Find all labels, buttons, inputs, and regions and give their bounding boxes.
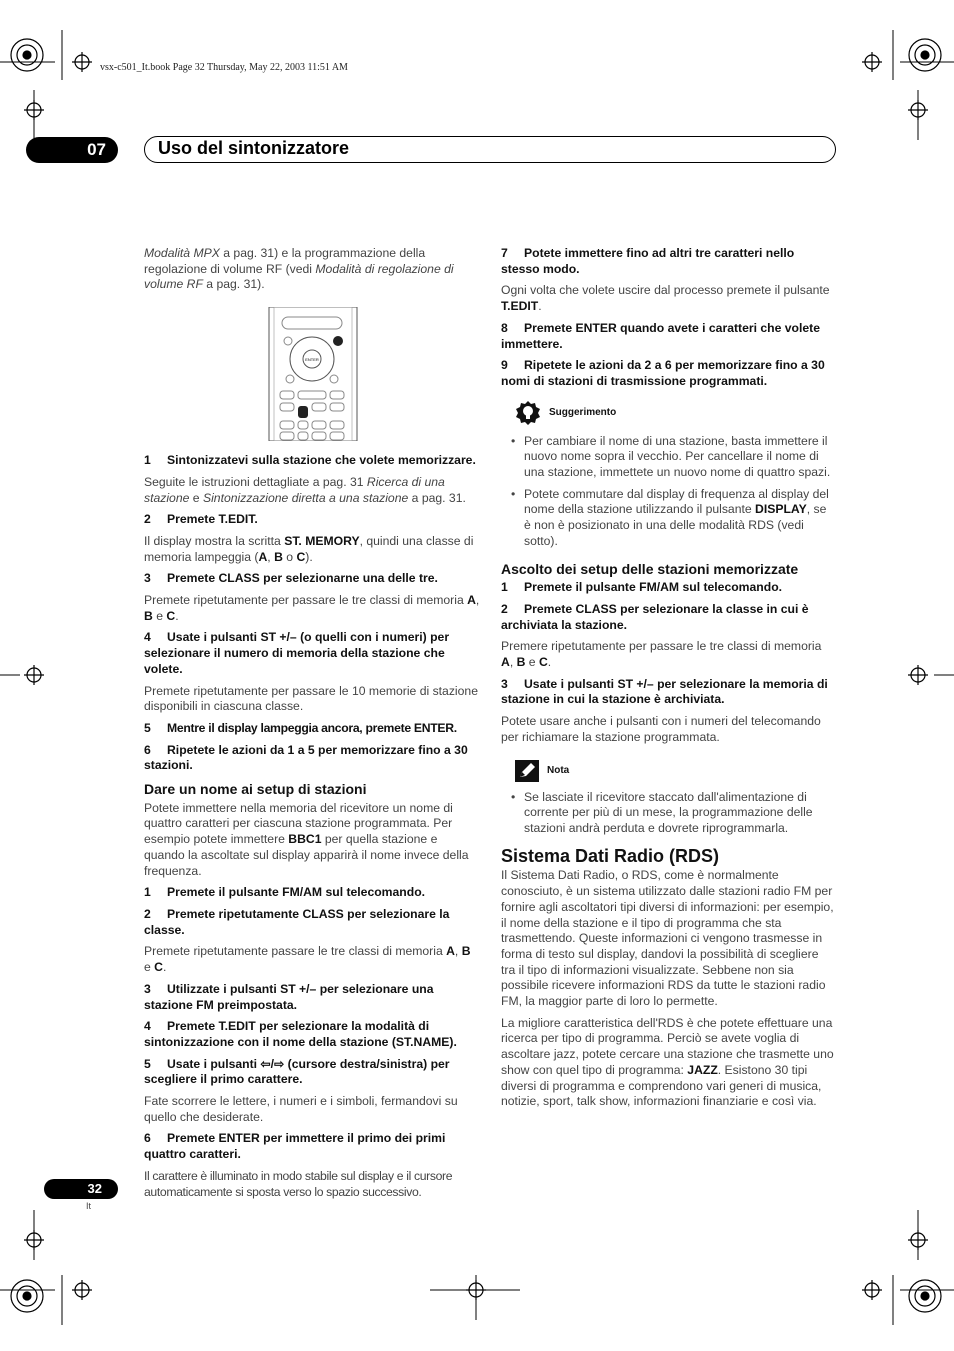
name-step-1: 1 Premete il pulsante FM/AM sul telecomando.	[144, 885, 426, 900]
step-1-desc: Seguite le istruzioni dettagliate a pag. 31 Ricerca di una stazione e Sintonizzazione diretta a una stazione a pag. 31.	[144, 474, 466, 505]
name-step-9: 9 Ripetete le azioni da 2 a 6 per memorizzare fino a 30 nomi di stazioni di trasmissione programmati.	[501, 358, 825, 388]
listen-step-3-desc: Potete usare anche i pulsanti con i numeri del telecomando per richiamare la stazione programmata.	[501, 714, 821, 744]
heading-rds: Sistema Dati Radio (RDS)	[501, 845, 720, 866]
rds-paragraph-1: Il Sistema Dati Radio, o RDS, come è normalmente conosciuto, è un sistema utilizzato dalle stazioni radio FM per fornire agli ascoltatori tipi diversi di informazioni: per esempio, il nome della stazione e il tipo di programma che sta trasmettendo. Queste informazioni ci vengono trasmesse in forma di testo sul display, dandovi la possibilità di scegliere tra il tipo di informazioni visualizzate. Sebbene non sia possibile ricevere informazioni RDS da tutte le stazioni radio FM, la maggior parte di loro lo permette.	[501, 868, 834, 1009]
listen-step-2: 2 Premete CLASS per selezionare la classe in cui è archiviata la stazione.	[501, 601, 809, 632]
page-number: 32	[44, 1179, 118, 1199]
name-step-5-desc: Fate scorrere le lettere, i numeri e i simboli, fermandovi su quello che desiderate.	[144, 1094, 458, 1124]
step-3-desc: Premete ripetutamente per passare le tre classi di memoria A, B e C.	[144, 593, 480, 623]
tip-label: Suggerimento	[549, 406, 617, 418]
tip-item-1: • Per cambiare il nome di una stazione, basta immettere il nuovo nome sopra il vecchio. Per cancellare il nome di una stazione, immettete un nuovo nome di quattro spazi.	[501, 434, 835, 481]
pencil-icon	[515, 760, 539, 782]
step-2: 2 Premete T.EDIT.	[144, 512, 258, 527]
listen-step-3: 3 Usate i pulsanti ST +/– per selezionare la memoria di stazione in cui la stazione è archiviata.	[501, 676, 828, 707]
file-info: vsx-c501_It.book Page 32 Thursday, May 22, 2003 11:51 AM	[100, 62, 348, 73]
page-language: It	[86, 1201, 92, 1211]
note-item-1: • Se lasciate il ricevitore staccato dall'alimentazione di corrente per più di un mese, la programmazione delle stazioni andrà perduta e dovrete riprogrammarla.	[501, 790, 835, 837]
step-3: 3 Premete CLASS per selezionarne una delle tre.	[144, 571, 438, 586]
tip-item-2: • Potete commutare dal display di frequenza al display del nome della stazione utilizzando il pulsante DISPLAY, se è non è posizionato in una delle modalità RDS (vedi sotto).	[501, 487, 835, 550]
remote-enter-label: ENTER	[305, 357, 319, 363]
name-step-5: 5 Usate i pulsanti ⇦/⇨ (cursore destra/sinistra) per scegliere il primo carattere.	[144, 1056, 450, 1087]
chapter-title: Uso del sintonizzatore	[158, 138, 350, 158]
rds-paragraph-2: La migliore caratteristica dell'RDS è che potete effettuare una ricerca per tipo di programma. Perciò se avete voglia di ascoltare jazz, potete cercare una stazione che trasmette uno show con quel tipo di programma: JAZZ. Esistono 30 tipi diversi di programma e comprendono vari generi di musica, notizie, sport, talk show, informazioni finanziarie e così via.	[501, 1015, 834, 1109]
name-step-8: 8 Premete ENTER quando avete i caratteri che volete immettere.	[501, 320, 820, 351]
step-4: 4 Usate i pulsanti ST +/– (o quelli con i numeri) per selezionare il numero di memoria della stazione che volete.	[144, 630, 450, 676]
name-step-3: 3 Utilizzate i pulsanti ST +/– per selezionare una stazione FM preimpostata.	[144, 981, 434, 1012]
heading-station-names: Dare un nome ai setup di stazioni	[144, 781, 367, 798]
tip-header	[515, 400, 835, 426]
listen-step-1: 1 Premete il pulsante FM/AM sul telecomando.	[501, 580, 783, 595]
note-label: Nota	[547, 764, 570, 776]
arrow-icons: ⇦/⇨	[260, 1056, 285, 1071]
left-column	[144, 246, 480, 1206]
listen-step-2-desc: Premere ripetutamente per passare le tre classi di memoria A, B e C.	[501, 639, 822, 670]
step-6: 6 Ripetete le azioni da 1 a 5 per memorizzare fino a 30 stazioni.	[144, 742, 468, 773]
step-5: 5 Mentre il display lampeggia ancora, premete ENTER.	[144, 720, 457, 735]
name-step-6-desc: Il carattere è illuminato in modo stabile sul display e il cursore automaticamente si sposta verso lo spazio successivo.	[144, 1168, 453, 1199]
name-step-7: 7 Potete immettere fino ad altri tre caratteri nello stesso modo.	[501, 246, 795, 276]
name-step-4: 4 Premete T.EDIT per selezionare la modalità di sintonizzazione con il nome della stazione (ST.NAME).	[144, 1019, 457, 1049]
note-header	[515, 760, 835, 782]
remote-illustration	[268, 307, 358, 441]
step-2-desc: Il display mostra la scritta ST. MEMORY, quindi una classe di memoria lampeggia (A, B o C).	[144, 533, 474, 564]
heading-listen-memorized: Ascolto dei setup delle stazioni memorizzate	[501, 560, 799, 577]
lightbulb-icon	[515, 400, 541, 426]
name-step-6: 6 Premete ENTER per immettere il primo dei primi quattro caratteri.	[144, 1131, 446, 1162]
intro-text: Modalità MPX a pag. 31) e la programmazione della regolazione di volume RF (vedi Modalità di regolazione di volume RF a pag. 31).	[144, 246, 454, 292]
step-1: 1 Sintonizzatevi sulla stazione che volete memorizzare.	[144, 453, 476, 468]
name-step-2-desc: Premete ripetutamente passare le tre classi di memoria A, B e C.	[144, 944, 471, 975]
step-4-desc: Premete ripetutamente per passare le 10 memorie di stazione disponibili in ciascuna classe.	[144, 683, 478, 714]
chapter-number: 07	[26, 137, 118, 163]
station-names-text: Potete immettere nella memoria del ricevitore un nome di quattro caratteri per ciascuna stazione programmata. Per esempio potete immettere BBC1 per quella stazione e quando la ascoltate sul display apparirà il nome invece della frequenza.	[144, 800, 469, 878]
right-column	[501, 246, 835, 1116]
name-step-7-desc: Ogni volta che volete uscire dal processo premete il pulsante T.EDIT.	[501, 283, 830, 314]
name-step-2: 2 Premete ripetutamente CLASS per selezionare la classe.	[144, 906, 450, 937]
